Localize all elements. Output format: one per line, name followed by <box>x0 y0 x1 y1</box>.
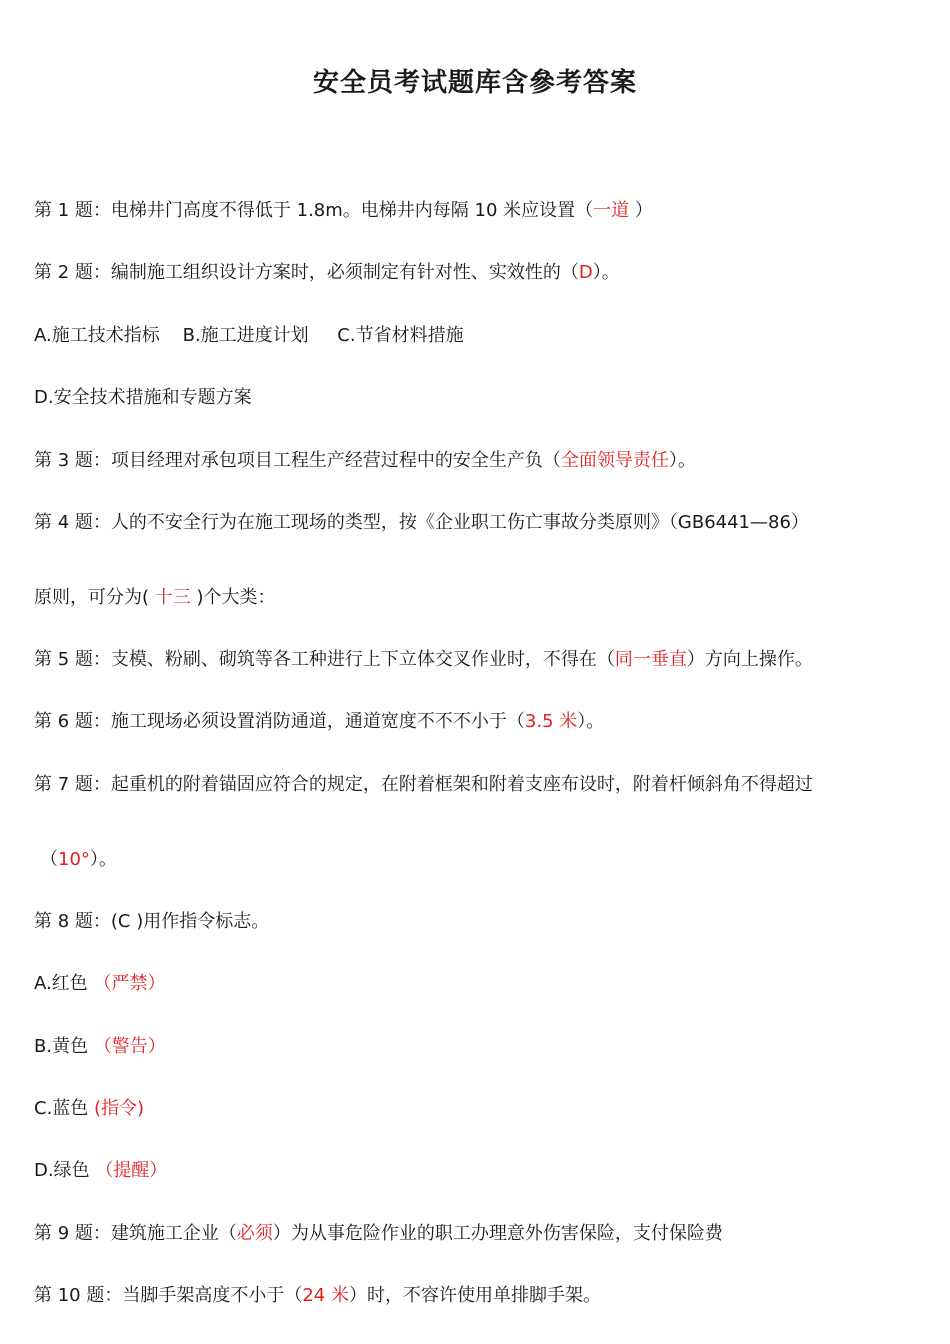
question-9 <box>34 1223 723 1245</box>
answer-text: 全面领导责任 <box>560 450 669 471</box>
answer-text: 同一垂直 <box>614 649 687 670</box>
question-3 <box>34 450 696 472</box>
question-text: 第 5 题：支模、粉刷、砌筑等各工种进行上下立体交叉作业时，不得在（ <box>34 649 615 670</box>
document-title: 安全员考试题库含參考答案 <box>312 68 637 98</box>
answer-text: 必须 <box>236 1223 273 1244</box>
question-2-option-d: D.安全技术措施和专题方案 <box>34 387 252 408</box>
question-8-option-d <box>34 1160 167 1182</box>
answer-text: 24 米 <box>302 1285 349 1306</box>
question-8-option-a <box>34 973 165 995</box>
answer-text: 3.5 米 <box>524 711 578 732</box>
question-text: 第 6 题：施工现场必须设置消防通道，通道宽度不不不小于（ <box>34 711 525 732</box>
question-8: 第 8 题：(C )用作指令标志。 <box>34 911 270 932</box>
option-text: D.绿色 <box>34 1160 96 1181</box>
question-10 <box>34 1285 601 1307</box>
question-7: 第 7 题：起重机的附着锚固应符合的规定，在附着框架和附着支座布设时，附着杆倾斜角不得超过 <box>34 774 813 795</box>
option-text: A.红色 <box>34 973 94 994</box>
question-text: 第 9 题：建筑施工企业（ <box>34 1223 237 1244</box>
question-text: 第 1 题：电梯井门高度不得低于 1.8m。电梯井内每隔 10 米应设置（ <box>34 200 594 221</box>
answer-text: D <box>578 262 593 283</box>
answer-text: 十三 <box>149 587 197 608</box>
question-tail: ）时，不容许使用单排脚手架。 <box>349 1285 601 1306</box>
option-text: C.蓝色 <box>34 1098 95 1119</box>
question-tail: ） <box>629 200 653 221</box>
answer-text: 10° <box>58 849 90 870</box>
question-text: 第 3 题：项目经理对承包项目工程生产经营过程中的安全生产负（ <box>34 450 561 471</box>
question-4-continued <box>34 587 276 609</box>
question-tail: )个大类： <box>196 587 276 608</box>
question-8-option-c <box>34 1098 144 1120</box>
question-8-option-b <box>34 1036 166 1058</box>
question-text: 原则，可分为( <box>34 587 150 608</box>
option-text: B.黄色 <box>34 1036 94 1057</box>
question-text: 第 10 题：当脚手架高度不小于（ <box>34 1285 303 1306</box>
question-tail: ）。 <box>89 849 117 870</box>
answer-text: （警告） <box>93 1036 166 1057</box>
question-tail: ）。 <box>592 262 620 283</box>
question-5 <box>34 649 813 671</box>
answer-text: （提醒） <box>95 1160 168 1181</box>
question-6 <box>34 711 604 733</box>
question-text: （ <box>40 849 58 870</box>
question-tail: ）方向上操作。 <box>686 649 813 670</box>
question-4: 第 4 题：人的不安全行为在施工现场的类型，按《企业职工伤亡事故分类原则》（GB6441—86） <box>34 512 809 533</box>
question-text: 第 2 题：编制施工组织设计方案时，必须制定有针对性、实效性的（ <box>34 262 579 283</box>
question-tail: ）。 <box>668 450 696 471</box>
answer-text: (指令) <box>94 1098 145 1119</box>
answer-text: 一道 <box>593 200 630 221</box>
question-7-answer <box>40 849 117 871</box>
question-tail: ）为从事危险作业的职工办理意外伤害保险，支付保险费 <box>272 1223 723 1244</box>
answer-text: （严禁） <box>93 973 166 994</box>
question-2 <box>34 262 620 284</box>
question-tail: ）。 <box>577 711 605 732</box>
question-2-options-abc: A.施工技术指标 B.施工进度计划 C.节省材料措施 <box>34 325 464 346</box>
question-1 <box>34 200 653 222</box>
